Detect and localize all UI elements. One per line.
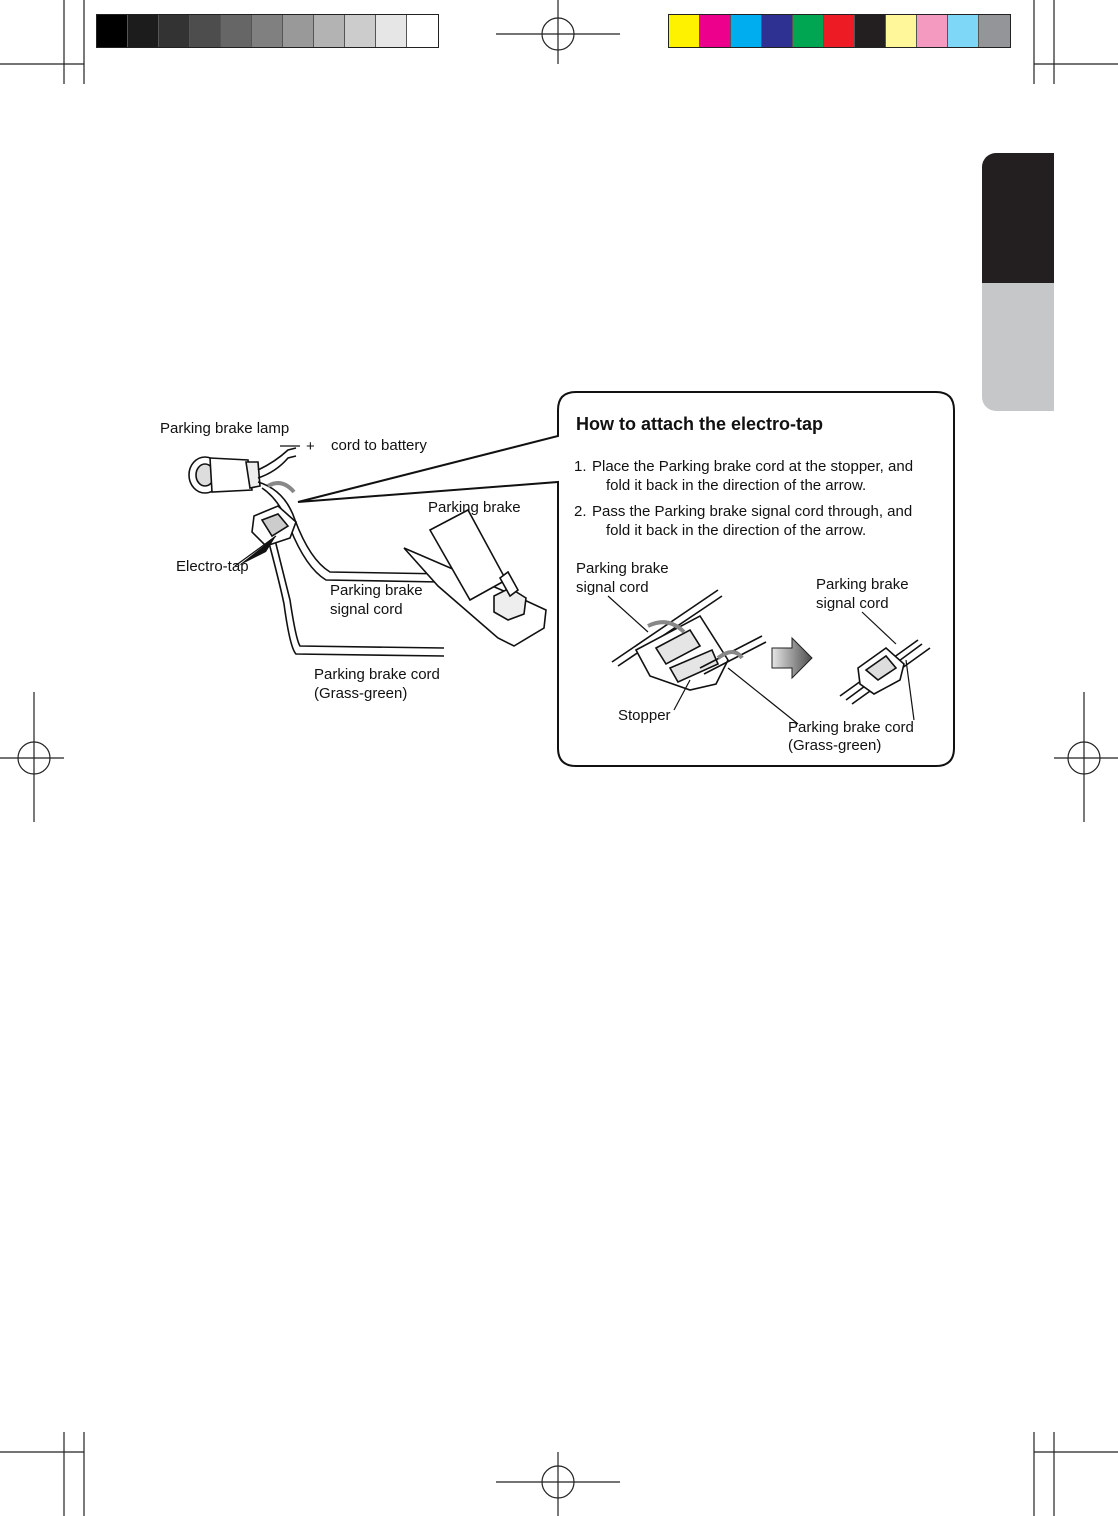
parking-brake-lamp-label: Parking brake lamp (160, 420, 290, 437)
electro-tap-illustration (252, 483, 296, 546)
registration-mark-right (1054, 692, 1118, 822)
signal-cord-label-line1: Parking brake (330, 582, 423, 599)
step2-line1: Pass the Parking brake signal cord through, and (592, 503, 913, 520)
registration-mark-top (496, 0, 620, 64)
step1-line2: fold it back in the direction of the arrow. (606, 477, 867, 494)
wires-illustration (258, 482, 448, 656)
brake-cord-label-line1: Parking brake cord (314, 666, 440, 683)
registration-mark-left (0, 692, 64, 822)
brake-cord-label-line2: (Grass-green) (314, 685, 408, 702)
signal-cord-label-line2: signal cord (330, 601, 403, 618)
left-signal-label-line1: Parking brake (576, 560, 669, 577)
battery-cord-label: cord to battery (331, 437, 427, 454)
stopper-label: Stopper (618, 707, 671, 724)
registration-mark-bottom (496, 1452, 620, 1516)
parking-brake-illustration (404, 510, 546, 646)
parking-brake-label: Parking brake (428, 499, 521, 516)
left-signal-label-line2: signal cord (576, 579, 649, 596)
step1-line1: Place the Parking brake cord at the stopper, and (592, 458, 914, 475)
step1-number: 1. (574, 458, 587, 475)
callout-title: How to attach the electro-tap (576, 414, 824, 434)
parking-brake-lamp-illustration (189, 448, 296, 493)
step2-line2: fold it back in the direction of the arrow. (606, 522, 867, 539)
electro-tap-label: Electro-tap (176, 558, 249, 575)
right-signal-label-line2: signal cord (816, 595, 889, 612)
callout-cord-label-line1: Parking brake cord (788, 719, 914, 736)
callout-cord-label-line2: (Grass-green) (788, 737, 882, 754)
step2-number: 2. (574, 503, 587, 520)
plus-sign: + (306, 438, 315, 455)
right-signal-label-line1: Parking brake (816, 576, 909, 593)
